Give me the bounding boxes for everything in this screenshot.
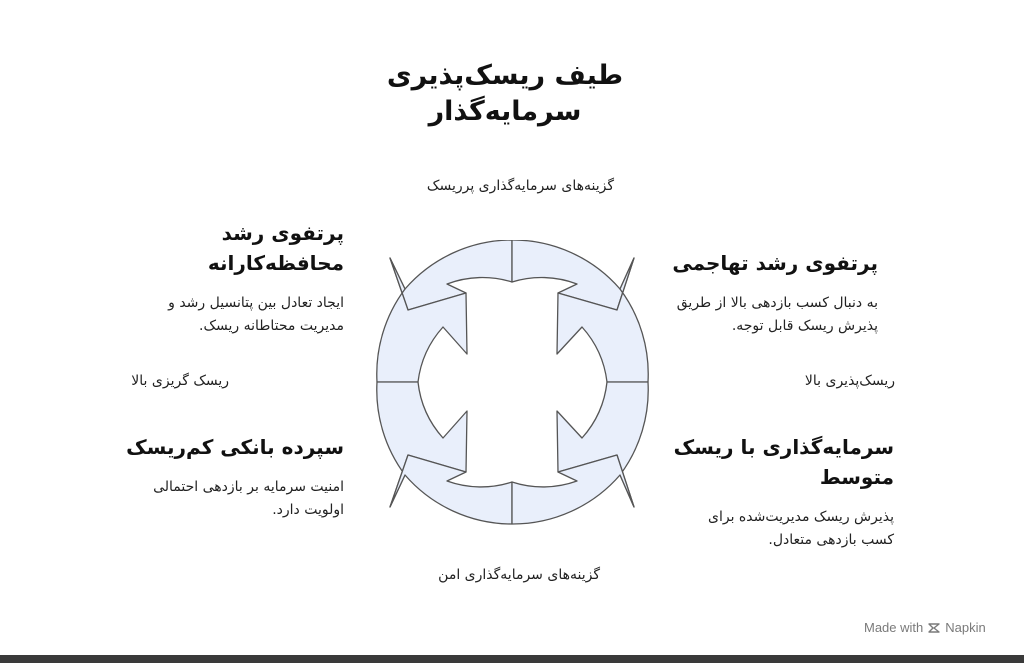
bottom-border xyxy=(0,655,1024,663)
footer-brand-text: Napkin xyxy=(945,620,986,635)
quadrant-bottom-right xyxy=(654,432,894,552)
quadrant-description: به دنبال کسب بازدهی بالا از طریق xyxy=(676,295,878,311)
made-with-napkin-footer[interactable] xyxy=(864,620,986,635)
quadrant-description: ایجاد تعادل بین پتانسیل رشد و xyxy=(168,295,344,311)
quadrant-description: امنیت سرمایه بر بازدهی احتمالی xyxy=(153,479,344,495)
title-line-1: طیف ریسک‌پذیری xyxy=(386,60,624,91)
quadrant-bottom-left xyxy=(104,432,344,522)
quadrant-heading: پرتفوی رشد xyxy=(221,221,344,245)
quadrant-description-line-2: اولویت دارد. xyxy=(272,502,344,518)
quadrant-top-right xyxy=(648,248,878,338)
quadrant-heading-line-2: محافظه‌کارانه xyxy=(207,251,344,275)
quadrant-heading: سپرده بانکی کم‌ریسک xyxy=(126,435,344,459)
quadrant-description-line-2: مدیریت محتاطانه ریسک. xyxy=(199,318,344,334)
quadrant-heading-line-2: متوسط xyxy=(819,465,894,489)
diagram-title xyxy=(330,58,680,130)
axis-label-left: ریسک گریزی بالا xyxy=(131,373,229,389)
napkin-logo-icon xyxy=(927,621,941,635)
quadrant-description: پذیرش ریسک مدیریت‌شده برای xyxy=(708,509,894,525)
axis-label-top: گزینه‌های سرمایه‌گذاری پرریسک xyxy=(426,178,614,194)
quadrant-top-left xyxy=(114,218,344,338)
footer-made-with-text: Made with xyxy=(864,620,924,635)
axis-label-right: ریسک‌پذیری بالا xyxy=(804,373,895,389)
quadrant-ring-diagram xyxy=(370,240,655,525)
quadrant-heading: سرمایه‌گذاری با ریسک xyxy=(673,435,894,459)
axis-label-bottom: گزینه‌های سرمایه‌گذاری امن xyxy=(438,567,600,583)
quadrant-description-line-2: پذیرش ریسک قابل توجه. xyxy=(731,318,878,334)
quadrant-heading: پرتفوی رشد تهاجمی xyxy=(672,251,878,275)
title-line-2: سرمایه‌گذار xyxy=(428,96,582,127)
quadrant-description-line-2: کسب بازدهی متعادل. xyxy=(768,532,894,548)
